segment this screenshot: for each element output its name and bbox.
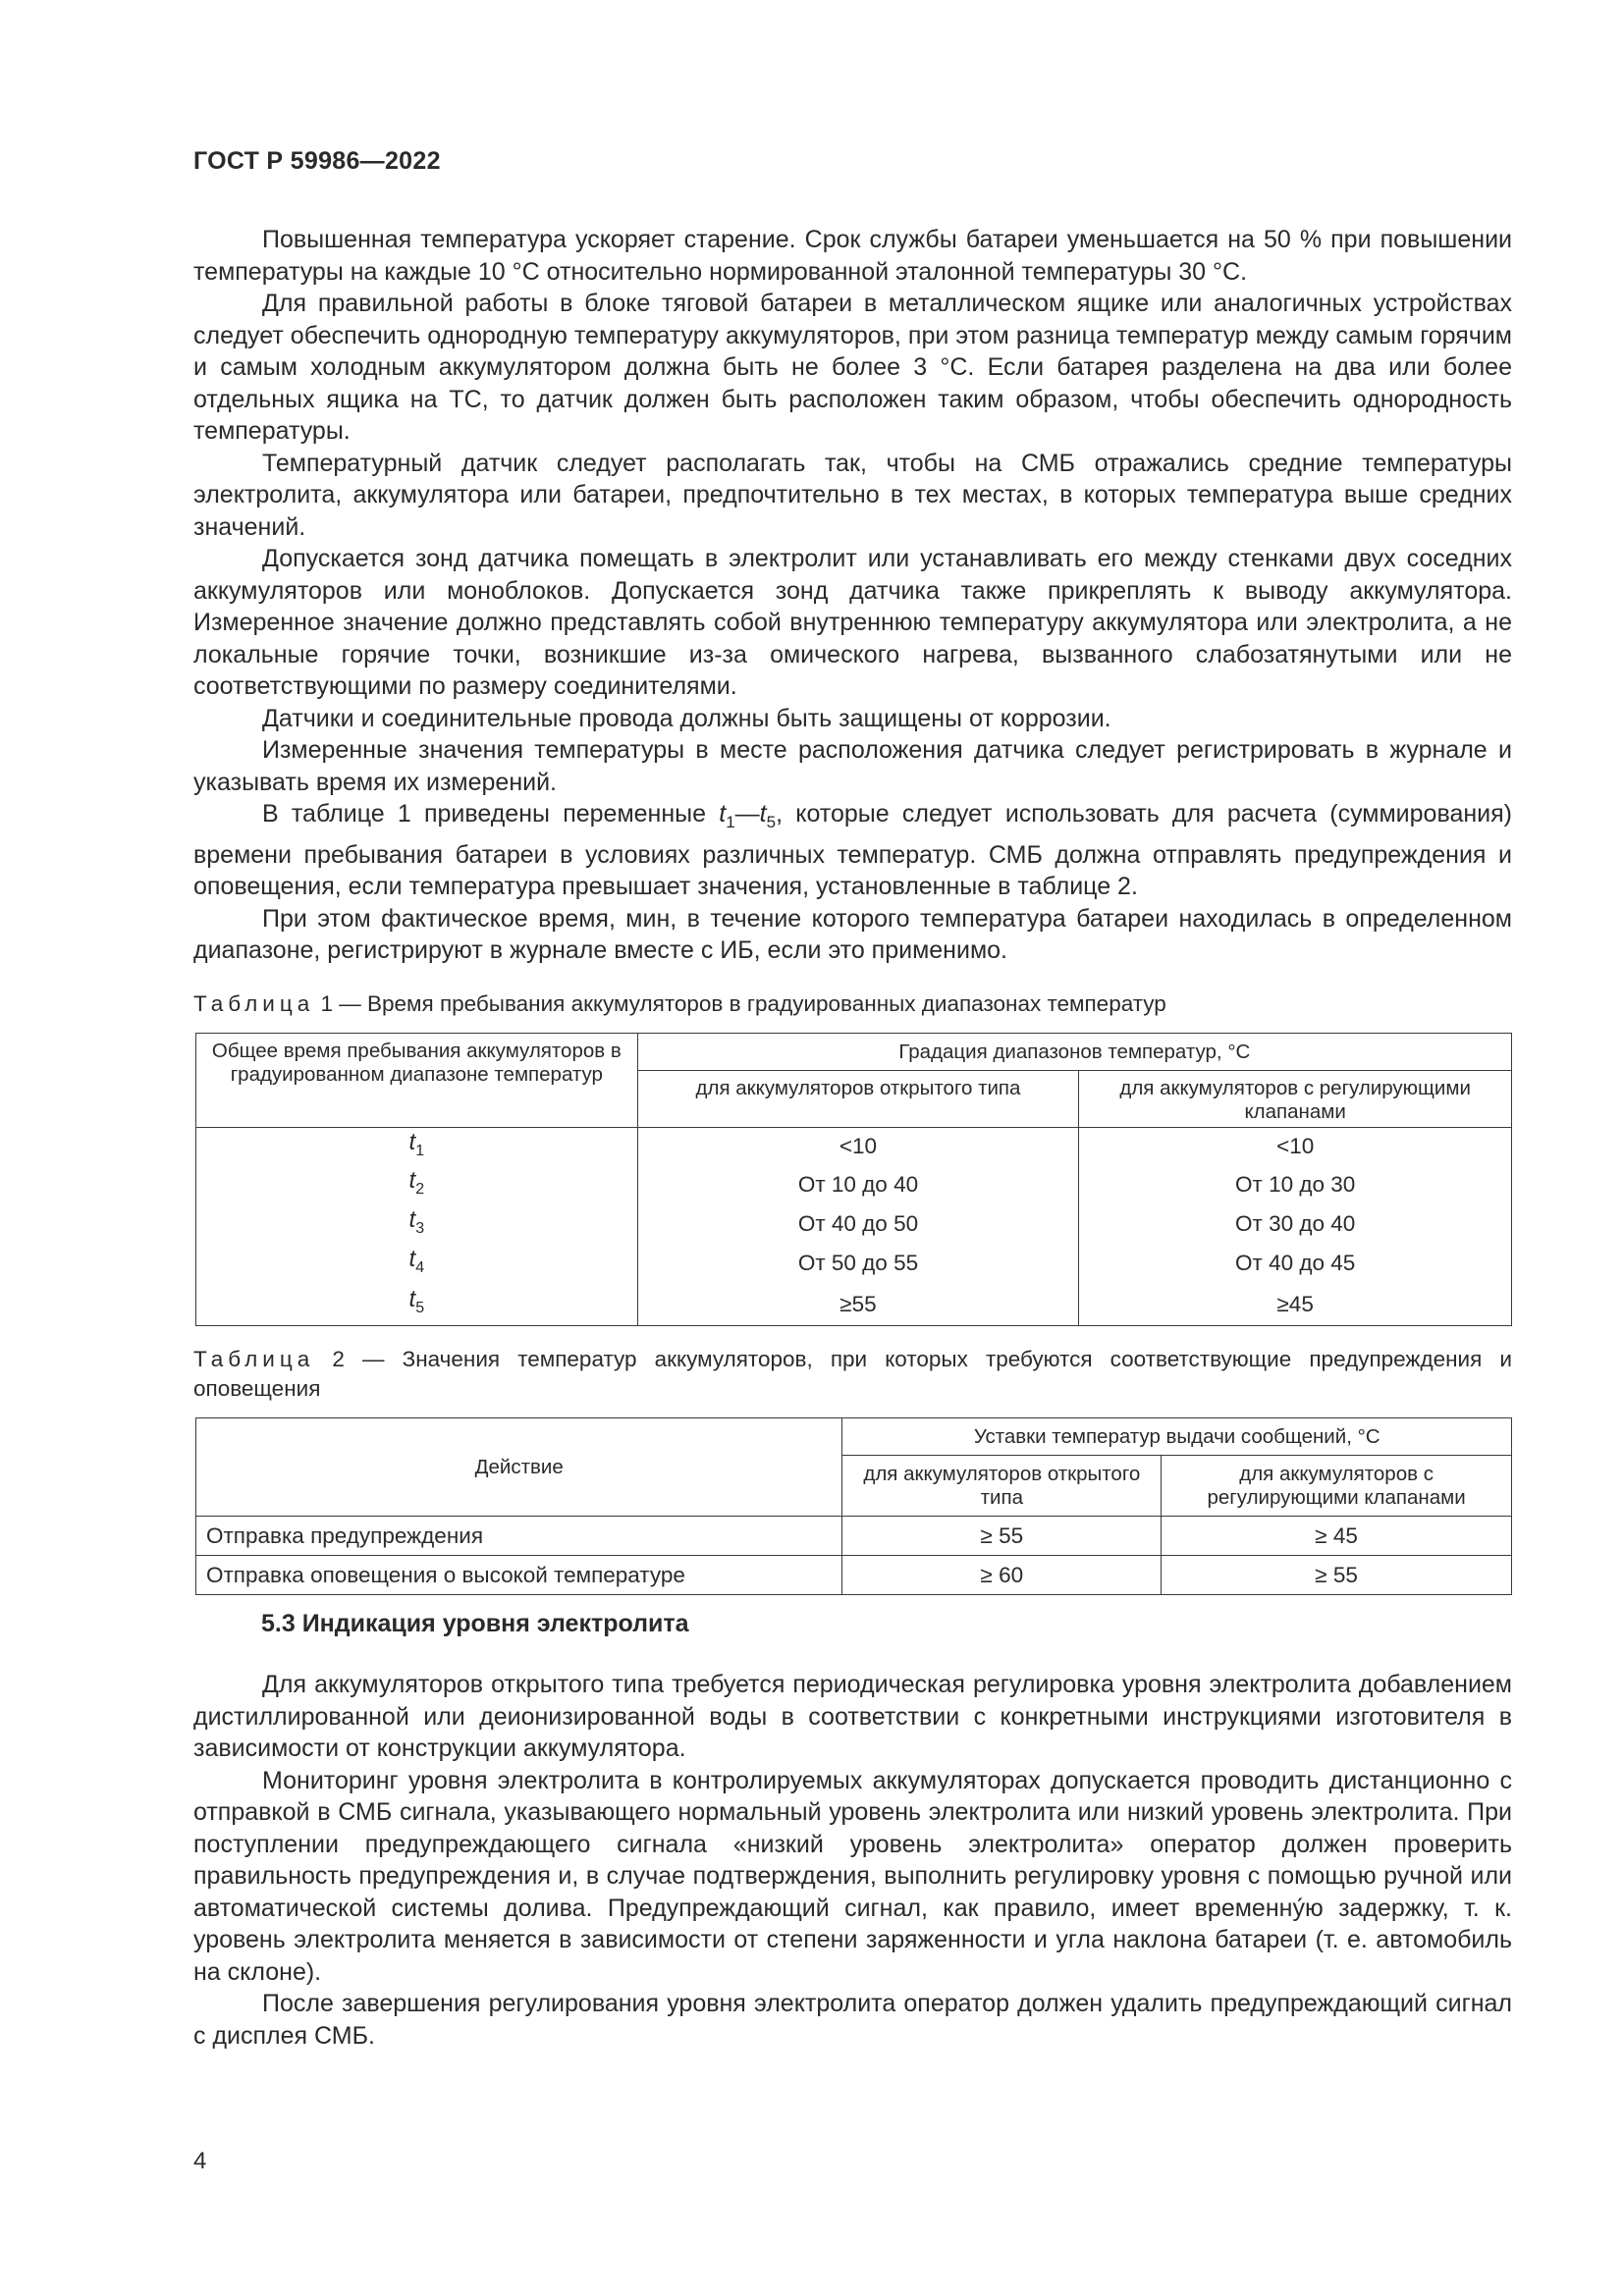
standard-code: ГОСТ Р 59986—2022	[193, 147, 441, 175]
table-row: $t_4$ От 50 до 55 От 40 до 45	[196, 1244, 1512, 1283]
table-row: $t_5$ ≥55 ≥45	[196, 1283, 1512, 1326]
table-cell: ≥ 55	[842, 1517, 1162, 1556]
table-row	[196, 1517, 1512, 1556]
table-cell: ≥ 55	[1162, 1556, 1512, 1595]
table-cell: От 10 до 40	[637, 1165, 1079, 1204]
table-row: $t_2$ От 10 до 40 От 10 до 30	[196, 1165, 1512, 1204]
paragraph: Повышенная температура ускоряет старение. Срок службы батареи уменьшается на 50 % при повышении температуры на каждые 10 °С относительно нормированной эталонной температуры 30 °С.	[193, 226, 1512, 286]
table-cell: ≥45	[1079, 1283, 1512, 1326]
section-text	[193, 1669, 1512, 2052]
section-heading: 5.3 Индикация уровня электролита	[261, 1610, 689, 1637]
page-number: 4	[193, 2148, 207, 2174]
table-cell: От 40 до 50	[637, 1204, 1079, 1244]
table1-col3-header: для аккумуляторов с регулирующими клапанами	[1079, 1071, 1512, 1128]
table2-col2-header: для аккумуляторов открытого типа	[842, 1456, 1162, 1517]
table1-col1-header: Общее время пребывания аккумуляторов в градуированном диапазоне температур	[196, 1034, 638, 1128]
table-cell: ≥ 60	[842, 1556, 1162, 1595]
paragraph: Температурный датчик следует располагать так, чтобы на СМБ отражались средние температуры электролита, аккумулятора или батареи, предпочтительно в тех местах, в которых температура выше средних значений.	[193, 449, 1512, 541]
table-cell: От 10 до 30	[1079, 1165, 1512, 1204]
table-row: $t_1$ <10 <10	[196, 1128, 1512, 1165]
paragraph: Датчики и соединительные провода должны быть защищены от коррозии.	[262, 704, 1111, 732]
paragraph: Для правильной работы в блоке тяговой батареи в металлическом ящике или аналогичных устройствах следует обеспечить однородную температуру аккумуляторов, при этом разница температур между самым горячим и самым холодным аккумулятором должна быть не более 3 °С. Если батарея разделена на два или более отдельных ящика на ТС, то датчик должен быть расположен таким образом, чтобы обеспечить однородность температуры.	[193, 290, 1512, 445]
table-cell: От 30 до 40	[1079, 1204, 1512, 1244]
table-cell: ≥55	[637, 1283, 1079, 1326]
table1-caption: Таблица 1 — Время пребывания аккумуляторов в градуированных диапазонах температур	[193, 991, 1166, 1016]
paragraph: Мониторинг уровня электролита в контролируемых аккумуляторах допускается проводить дистанционно с отправкой в СМБ сигнала, указывающего нормальный уровень электролита или низкий уровень электролита. При поступлении предупреждающего сигнала «низкий уровень электролита» оператор должен проверить правильность предупреждения и, в случае подтверждения, выполнить регулировку уровня с помощью ручной или автоматической системы долива. Предупреждающий сигнал, как правило, имеет временну́ю задержку, т. к. уровень электролита меняется в зависимости от степени заряженности и угла наклона батареи (т. е. автомобиль на склоне).	[193, 1766, 1512, 1986]
table-cell: Отправка оповещения о высокой температуре	[196, 1556, 842, 1595]
paragraph: Измеренные значения температуры в месте расположения датчика следует регистрировать в журнале и указывать время их измерений.	[193, 736, 1512, 796]
table1-group-header: Градация диапазонов температур, °С	[637, 1034, 1511, 1071]
table2-col3-header: для аккумуляторов с регулирующими клапанами	[1162, 1456, 1512, 1517]
paragraph-with-variables: В таблице 1 приведены переменные $t_1—t_5$, которые следует использовать для расчета (суммирования) времени пребывания батареи в условиях различных температур. СМБ должна отправлять предупреждения и оповещения, если температура превышает значения, установленные в таблице 2.	[193, 800, 1512, 900]
intro-text	[193, 224, 1512, 967]
table-cell: <10	[1079, 1128, 1512, 1165]
table2-caption: Таблица 2 — Значения температур аккумуляторов, при которых требуются соответствующие предупреждения и оповещения	[193, 1347, 1512, 1401]
table-cell: Отправка предупреждения	[196, 1517, 842, 1556]
paragraph: После завершения регулирования уровня электролита оператор должен удалить предупреждающий сигнал с дисплея СМБ.	[193, 1990, 1512, 2050]
table-cell: От 50 до 55	[637, 1244, 1079, 1283]
table-row	[196, 1556, 1512, 1595]
paragraph: Допускается зонд датчика помещать в электролит или устанавливать его между стенками двух соседних аккумуляторов или моноблоков. Допускается зонд датчика также прикреплять к выводу аккумулятора. Измеренное значение должно представлять собой внутреннюю температуру аккумулятора или электролита, а не локальные горячие точки, возникшие из-за омического нагрева, вызванного слабозатянутыми или не соответствующими по размеру соединителями.	[193, 545, 1512, 700]
table1	[195, 1033, 1512, 1326]
table-cell: От 40 до 45	[1079, 1244, 1512, 1283]
table2-group-header: Уставки температур выдачи сообщений, °С	[842, 1418, 1512, 1456]
paragraph: Для аккумуляторов открытого типа требуется периодическая регулировка уровня электролита добавлением дистиллированной или деионизированной воды в соответствии с конкретными инструкциями изготовителя в зависимости от конструкции аккумулятора.	[193, 1671, 1512, 1762]
table-row: $t_3$ От 40 до 50 От 30 до 40	[196, 1204, 1512, 1244]
table-cell: <10	[637, 1128, 1079, 1165]
table1-col2-header: для аккумуляторов открытого типа	[637, 1071, 1079, 1128]
table2	[195, 1417, 1512, 1595]
paragraph: При этом фактическое время, мин, в течение которого температура батареи находилась в определенном диапазоне, регистрируют в журнале вместе с ИБ, если это применимо.	[193, 904, 1512, 964]
table2-col1-header: Действие	[196, 1418, 842, 1517]
table-cell: ≥ 45	[1162, 1517, 1512, 1556]
